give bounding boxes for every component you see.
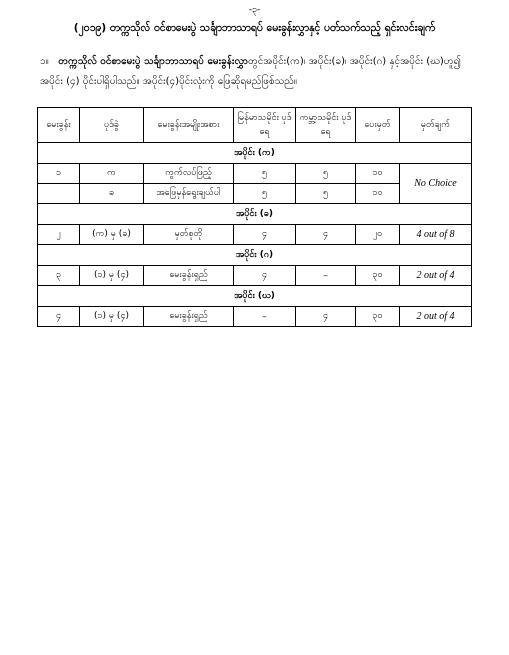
cell: ၃၀ [356,266,400,286]
remark-cell: No Choice [400,164,472,204]
cell: ၄ [234,266,296,286]
section-row-b [38,204,472,225]
cell: ၄ [296,225,356,245]
section-row-d [38,286,472,307]
cell: အဖြေမှန်ရွေးချယ်ပါ [144,184,234,204]
cell [38,184,80,204]
table-header-row [38,108,472,143]
cell: ခ [80,184,144,204]
cell: ၂၀ [356,225,400,245]
cell: ၅ [296,184,356,204]
cell: ၄ [296,307,356,327]
cell: ၁၀ [356,164,400,184]
cell: ကွက်လပ်ဖြည့် [144,164,234,184]
remark-cell: 2 out of 4 [400,266,472,286]
cell: မှတ်စုတို [144,225,234,245]
header-question-type: မေးခွန်းအမျိုးအစား [144,108,234,143]
cell: ၂ [38,225,80,245]
cell: မေးခွန်းရှည် [144,266,234,286]
paragraph-number: ၁။ [40,56,49,67]
table-row [38,266,472,286]
section-title: အပိုင်း (က) [38,143,472,164]
section-title: အပိုင်း (ခ) [38,204,472,225]
section-row-a [38,143,472,164]
cell: ၁ [38,164,80,184]
remark-cell: 2 out of 4 [400,307,472,327]
header-subquestion: ပုဒ်ခွဲ [80,108,144,143]
cell: (၁) မှ (၄) [80,307,144,327]
section-row-c [38,245,472,266]
intro-paragraph [40,52,470,92]
cell: ၄ [234,225,296,245]
header-marks: ပေးမှတ် [356,108,400,143]
section-title: အပိုင်း (ဂ) [38,245,472,266]
cell: ၅ [234,164,296,184]
cell: ၅ [296,164,356,184]
question-structure-table [37,107,472,327]
page-number: -၃- [248,5,261,15]
table-row [38,307,472,327]
table-row [38,164,472,184]
cell: ၃၀ [356,307,400,327]
cell: (၁) မှ (၄) [80,266,144,286]
header-question: မေးခွန်း [38,108,80,143]
document-title: (၂၀၁၉) တက္ကသိုလ် ဝင်စာမေးပွဲ သင်္ချာဘာသာရပ် မေးခွန်းလွှာနှင့် ပတ်သက်သည့် ရှင်းလင်းချက် [73,22,436,34]
cell: ၅ [234,184,296,204]
header-world-history: ကမ္ဘာ့သမိုင်း ပုဒ်ရေ [296,108,356,143]
cell: – [234,307,296,327]
cell: က [80,164,144,184]
section-title: အပိုင်း (ဃ) [38,286,472,307]
cell: ၃ [38,266,80,286]
header-remarks: မှတ်ချက် [400,108,472,143]
cell: မေးခွန်းရှည် [144,307,234,327]
paragraph-lead: တက္ကသိုလ် ဝင်စာမေးပွဲ သင်္ချာဘာသာရပ် မေးခွန်းလွှာ [58,56,248,67]
paragraph-text: တွင်အပိုင်း(က)၊ အပိုင်း(ခ)၊ အပိုင်း(ဂ) နှင့်အပိုင်း (ဃ)ဟူ၍ အပိုင်း (၄) ပိုင်းပါရှိပါသည်။ အပိုင်း(၄)ပိုင်းလုံးကို ဖြေဆိုရမည်ဖြစ်သည်။ [40,56,462,87]
cell: – [296,266,356,286]
cell: ၄ [38,307,80,327]
table-row [38,225,472,245]
header-myanmar-history: မြန်မာသမိုင်း ပုဒ်ရေ [234,108,296,143]
cell: ၁၀ [356,184,400,204]
remark-cell: 4 out of 8 [400,225,472,245]
cell: (က) မှ (ခ) [80,225,144,245]
